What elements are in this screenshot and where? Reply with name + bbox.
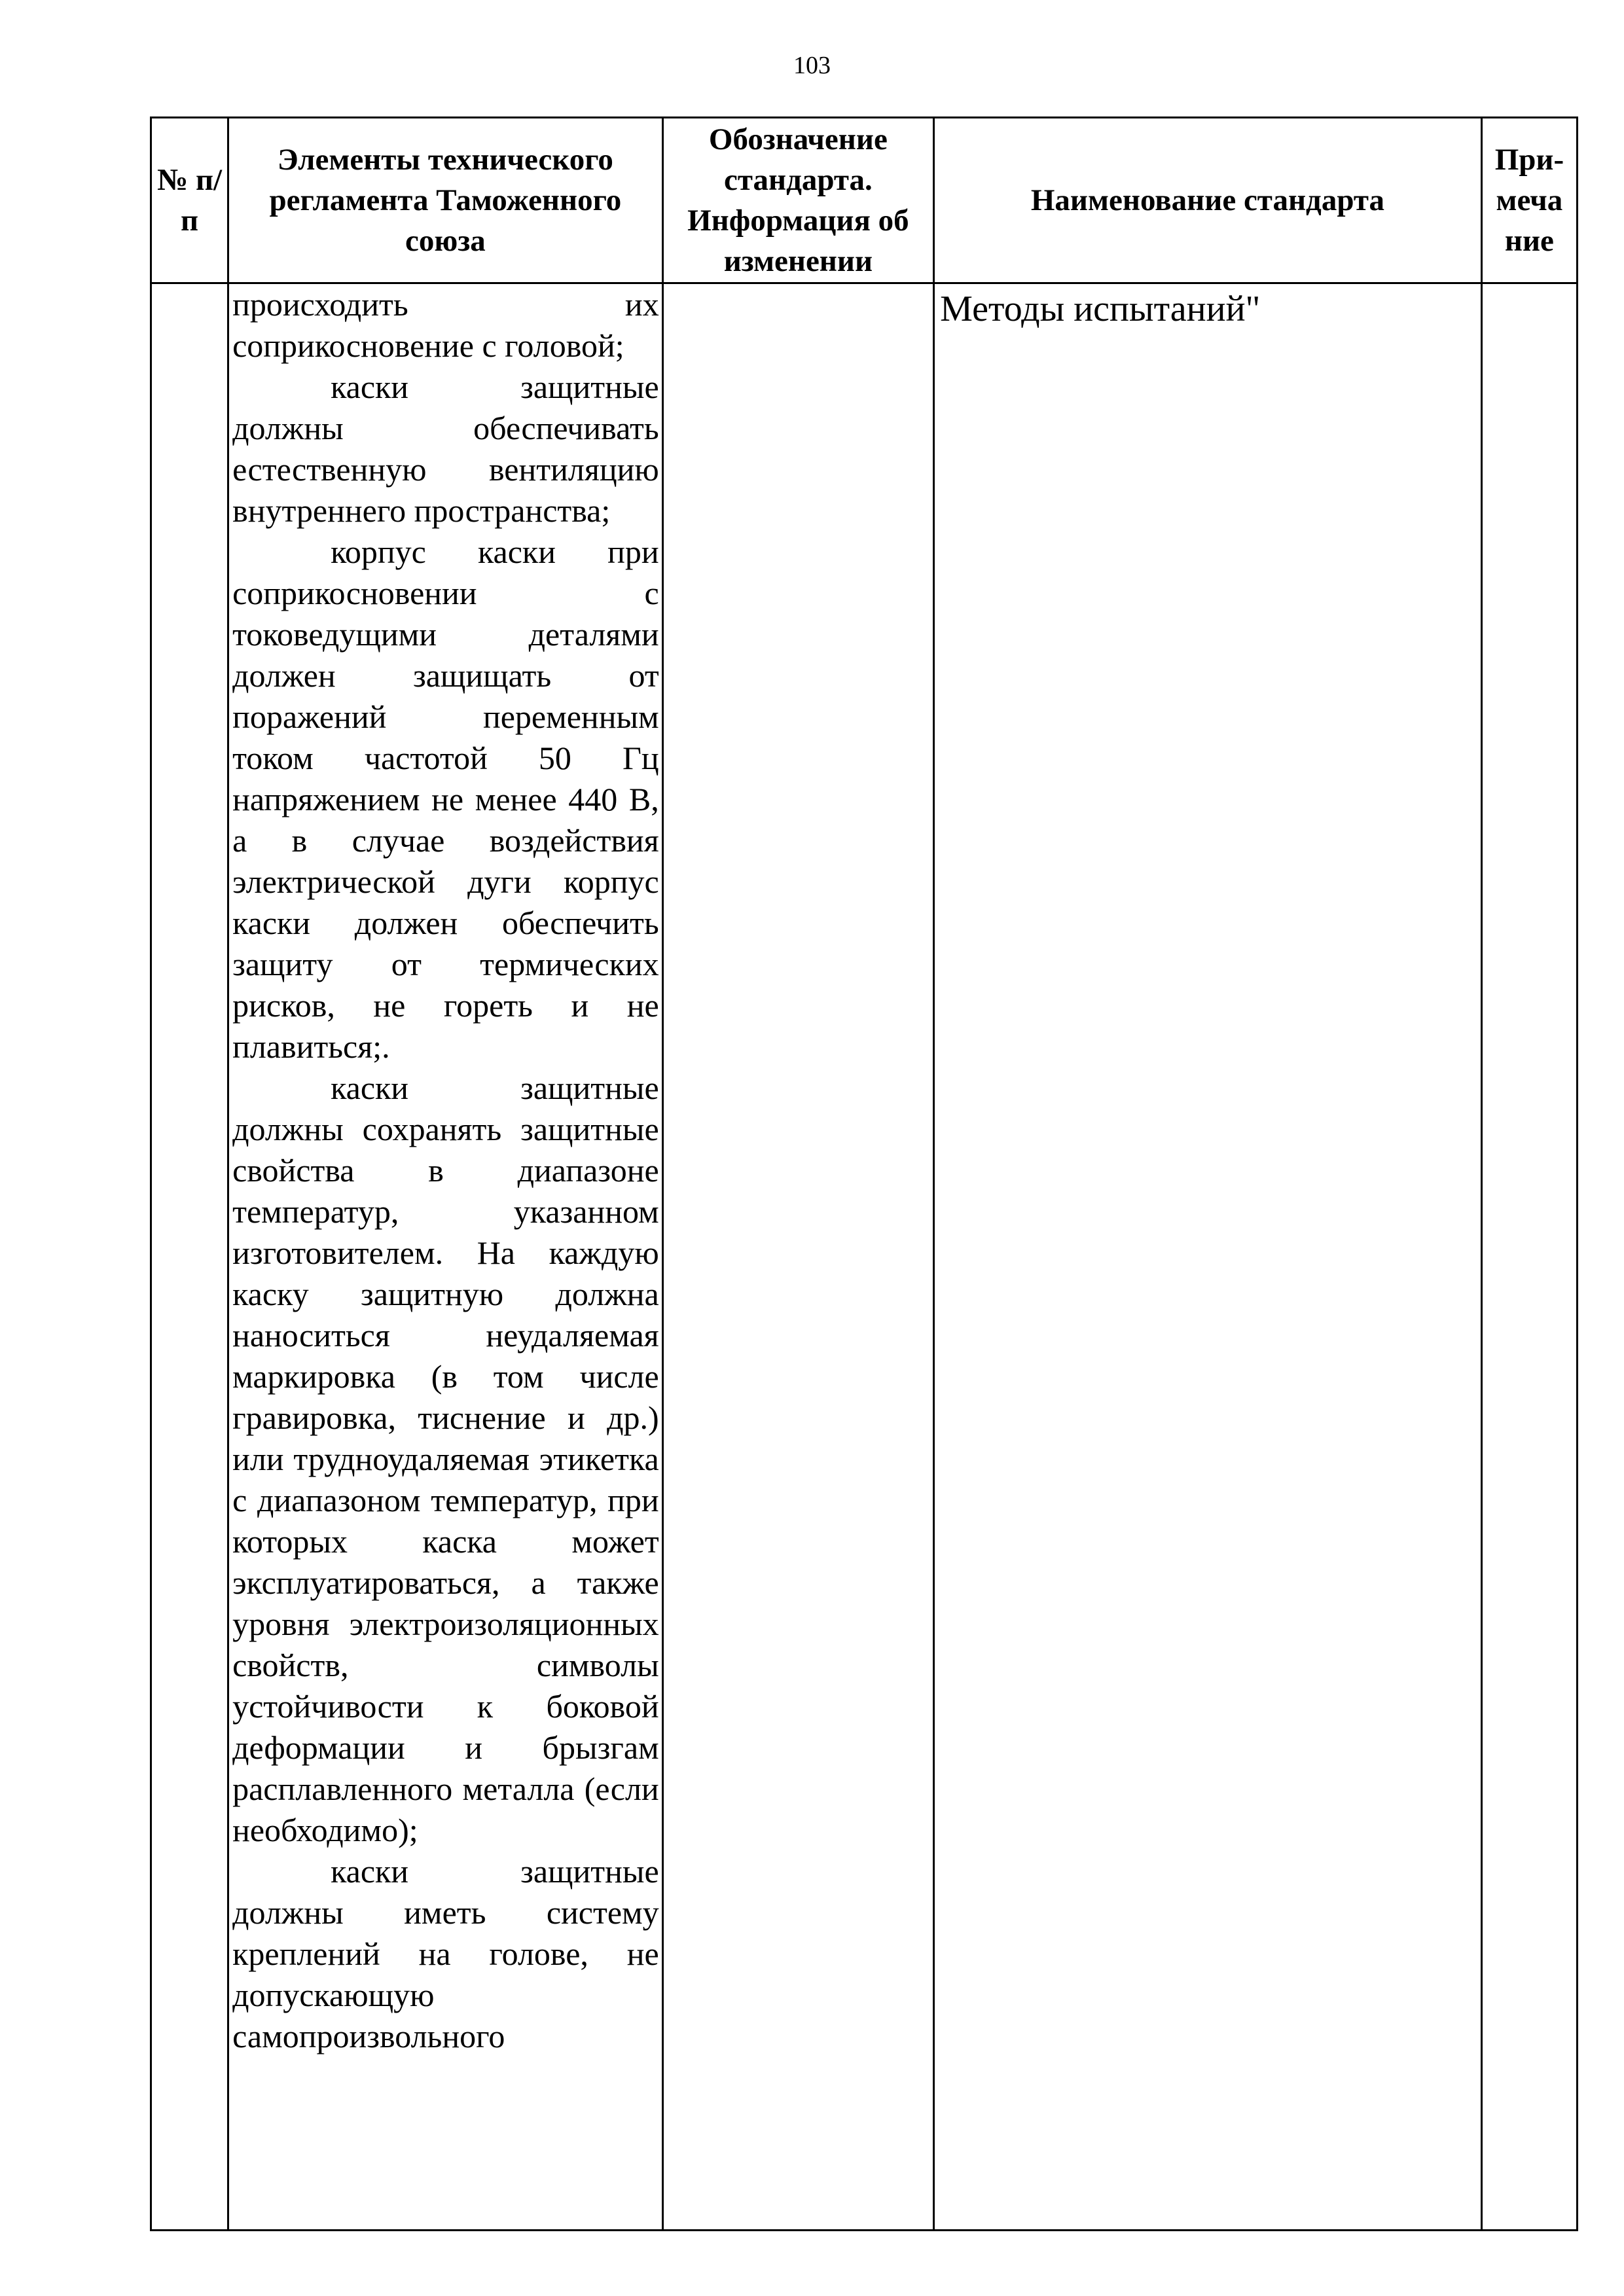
paragraph-electrical-protection: корпус каски при соприкосновении с токоведущими деталями должен защищать от поражений переменным током частотой 50 Гц напряжением не менее 440 В, а в случае воздействия электрической дуги корпус каски должен обеспечить защиту от термических рисков, не гореть и не плавиться;. [232, 533, 659, 1065]
header-designation: Обозначение стандарта. Информация об изменении [662, 118, 933, 283]
paragraph-ventilation: каски защитные должны обеспечивать естественную вентиляцию внутреннего пространства; [232, 368, 659, 529]
cell-note [1481, 283, 1577, 2231]
page-number: 103 [793, 52, 831, 79]
header-note: При-меча ние [1481, 118, 1577, 283]
paragraph-contact: происходить их соприкосновение с головой; [232, 286, 659, 364]
table-header-row [151, 118, 1578, 283]
standard-name-text: Методы испытаний" [940, 289, 1261, 329]
header-number: № п/п [151, 118, 228, 283]
standards-table [150, 117, 1578, 2231]
cell-designation [662, 283, 933, 2231]
paragraph-temperature-marking: каски защитные должны сохранять защитные свойства в диапазоне температур, указанном изготовителем. На каждую каску защитную должна наноситься неудаляемая маркировка (в том числе гравировка, тиснение и др.) или трудноудаляемая этикетка с диапазоном температур, при которых каска может эксплуатироваться, а также уровня электроизоляционных свойств, символы устойчивости к боковой деформации и брызгам расплавленного металла (если необходимо); [232, 1069, 659, 1848]
header-elements: Элементы технического регламента Таможенного союза [228, 118, 663, 283]
table-row [151, 283, 1578, 2231]
cell-number [151, 283, 228, 2231]
header-name: Наименование стандарта [934, 118, 1482, 283]
cell-elements [228, 283, 663, 2231]
cell-name [934, 283, 1482, 2231]
paragraph-fastening-system: каски защитные должны иметь систему креплений на голове, не допускающую самопроизвольного [232, 1853, 659, 2054]
